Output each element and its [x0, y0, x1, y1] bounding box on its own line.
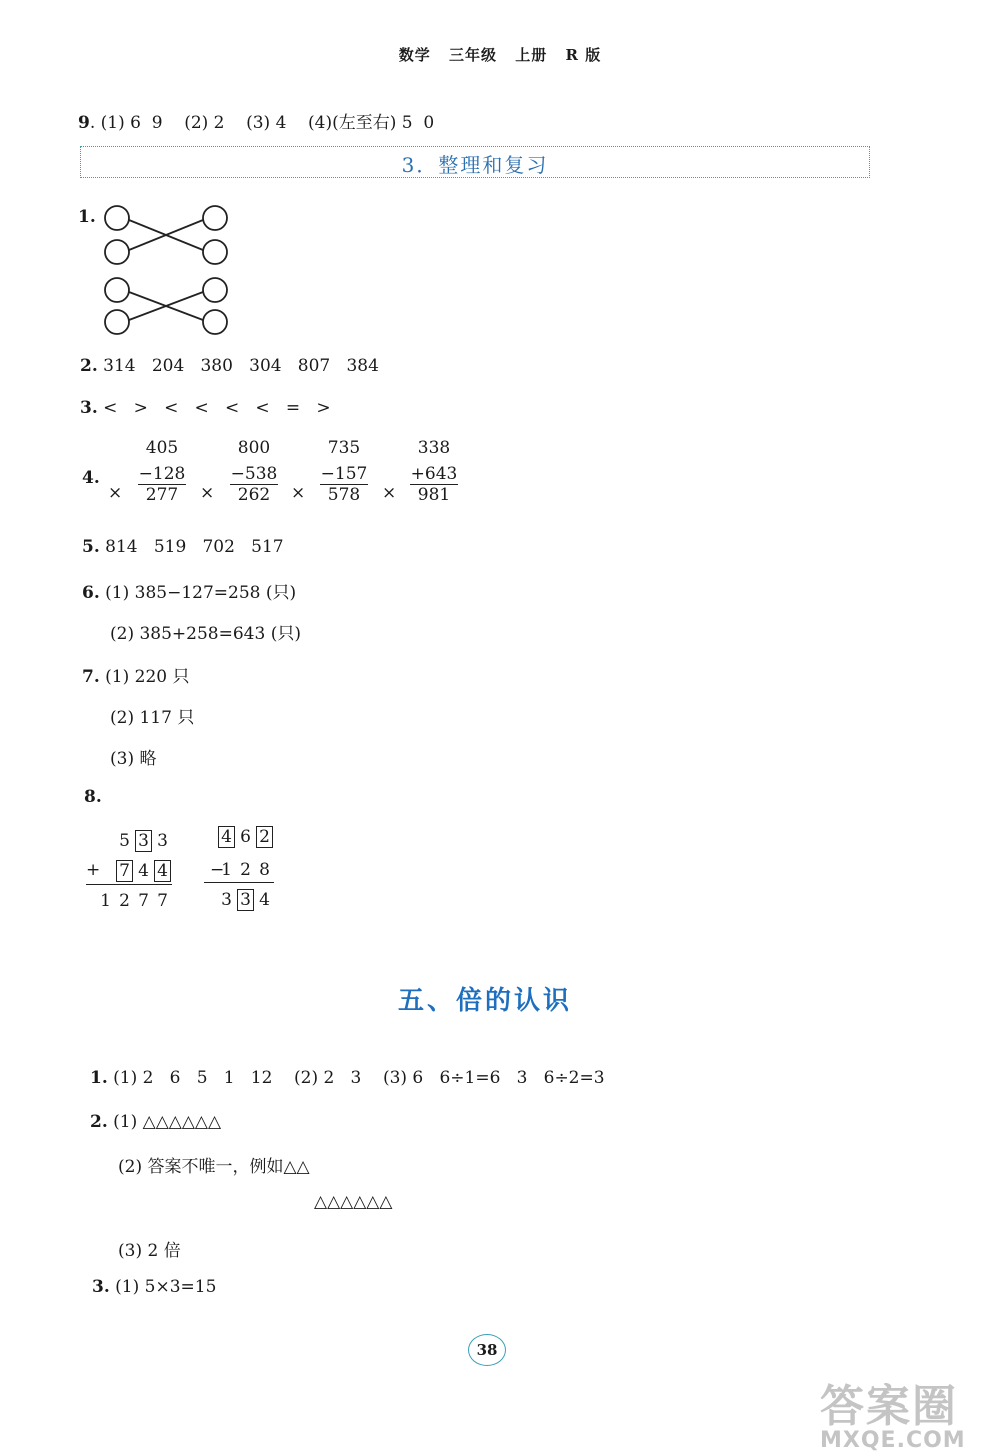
- answer-number: 2.: [80, 356, 98, 376]
- circle-right-1: [203, 206, 227, 230]
- answer-number: 6.: [82, 583, 100, 603]
- answer-7: [82, 662, 190, 687]
- filled-digit-box: 4: [218, 826, 235, 848]
- triangle-row: △△△△△△: [314, 1192, 393, 1212]
- calc-operand: −128: [138, 464, 186, 484]
- addition-result: 1 2 7 7: [86, 884, 172, 911]
- answer-3: [80, 398, 331, 418]
- answer-2: [80, 356, 379, 376]
- chapter-title: 五、倍的认识: [397, 986, 572, 1016]
- filled-digit-box: 3: [237, 889, 254, 911]
- answer-8-number: [84, 787, 102, 807]
- addition-row-2: + 7 4 4: [86, 860, 172, 882]
- filled-digit-box: 7: [116, 860, 133, 882]
- header-volume: 上册: [515, 46, 548, 64]
- answer-number: 9: [78, 113, 90, 133]
- answer-number: 1.: [78, 207, 96, 227]
- filled-digit-box: 2: [256, 826, 273, 848]
- answer-1-number: [78, 207, 96, 227]
- page-number: 38: [468, 1334, 506, 1366]
- answer-7-part-3: (3) 略: [110, 749, 157, 769]
- answer-text: (1) 220 只: [105, 667, 190, 687]
- addition-puzzle: [86, 830, 172, 911]
- calc-result: 262: [230, 484, 278, 505]
- calc-result: 578: [320, 484, 368, 505]
- chapter-answer-2: [90, 1112, 221, 1132]
- answer-number: 3.: [92, 1277, 110, 1297]
- calc-top: 338: [417, 438, 451, 458]
- answer-number: 1.: [90, 1068, 108, 1088]
- circle-left-3: [105, 278, 129, 302]
- chapter-answer-3: [92, 1277, 216, 1297]
- chapter-answer-2-part-2: (2) 答案不唯一，例如△△: [118, 1157, 310, 1177]
- circle-left-4: [105, 310, 129, 334]
- circle-right-3: [203, 278, 227, 302]
- filled-digit-box: 4: [154, 860, 171, 882]
- subtraction-row-1: 4 6 2: [204, 826, 274, 848]
- answer-text: 314 204 380 304 807 384: [103, 356, 379, 376]
- vertical-calc-2: [230, 438, 278, 505]
- answer-9: [78, 108, 434, 133]
- header-subject: 数学: [398, 46, 431, 64]
- header-edition: R 版: [565, 46, 602, 64]
- matching-circles-diagram: [100, 202, 240, 340]
- section-banner-title: 3．整理和复习: [401, 153, 549, 177]
- circle-right-4: [203, 310, 227, 334]
- section-banner: [80, 146, 870, 178]
- answer-6-part-2: (2) 385+258=643 (只): [110, 624, 301, 644]
- answer-6: [82, 578, 296, 603]
- calc-top: 800: [237, 438, 271, 458]
- watermark-logo: [820, 1370, 966, 1453]
- circle-right-2: [203, 240, 227, 264]
- calc-operand: −538: [230, 464, 278, 484]
- answer-text: (1) 5×3=15: [115, 1277, 217, 1297]
- answer-number: 8.: [84, 787, 102, 807]
- subtraction-puzzle: [204, 826, 274, 911]
- calc-result: 981: [410, 484, 458, 505]
- answer-number: 5.: [82, 537, 100, 557]
- answer-text: < > < < < < = >: [103, 398, 331, 418]
- circle-left-1: [105, 206, 129, 230]
- circle-left-2: [105, 240, 129, 264]
- answer-text: . (1) 6 9 (2) 2 (3) 4 (4)(左至右) 5 0: [89, 113, 435, 133]
- answer-4-number: [82, 468, 100, 488]
- watermark-text: 答案圈: [820, 1381, 958, 1432]
- vertical-calc-4: [410, 438, 458, 505]
- calc-operand: +643: [410, 464, 458, 484]
- page-header: [0, 44, 1000, 65]
- watermark-url: MXQE.COM: [820, 1428, 966, 1453]
- wrong-mark: ×: [291, 483, 306, 503]
- wrong-mark: ×: [108, 483, 123, 503]
- answer-5: [82, 537, 284, 557]
- addition-row-1: 5 3 3: [119, 831, 168, 851]
- vertical-calc-3: [320, 438, 368, 505]
- answer-7-part-2: (2) 117 只: [110, 708, 195, 728]
- correct-mark: ×: [382, 483, 397, 503]
- calc-result: 277: [138, 484, 186, 505]
- answer-number: 3.: [80, 398, 98, 418]
- answer-text: (1) 2 6 5 1 12 (2) 2 3 (3) 6 6÷1=6 3 6÷2=3: [113, 1068, 605, 1088]
- chapter-answer-1: [90, 1068, 605, 1088]
- vertical-calc-1: [138, 438, 186, 505]
- header-grade: 三年级: [449, 46, 498, 64]
- answer-text: 814 519 702 517: [105, 537, 284, 557]
- answer-number: 2.: [90, 1112, 108, 1132]
- chapter-answer-2-part-3: (3) 2 倍: [118, 1241, 181, 1261]
- subtraction-row-2: − 1 2 8: [210, 860, 270, 880]
- answer-text: (1) 385−127=258 (只): [105, 583, 297, 603]
- answer-number: 4.: [82, 468, 100, 488]
- answer-text: (1) △△△△△△: [113, 1112, 222, 1132]
- subtraction-result: 3 3 4: [204, 882, 274, 911]
- calc-top: 405: [145, 438, 179, 458]
- answer-number: 7.: [82, 667, 100, 687]
- wrong-mark: ×: [200, 483, 215, 503]
- calc-operand: −157: [320, 464, 368, 484]
- calc-top: 735: [327, 438, 361, 458]
- filled-digit-box: 3: [135, 830, 152, 852]
